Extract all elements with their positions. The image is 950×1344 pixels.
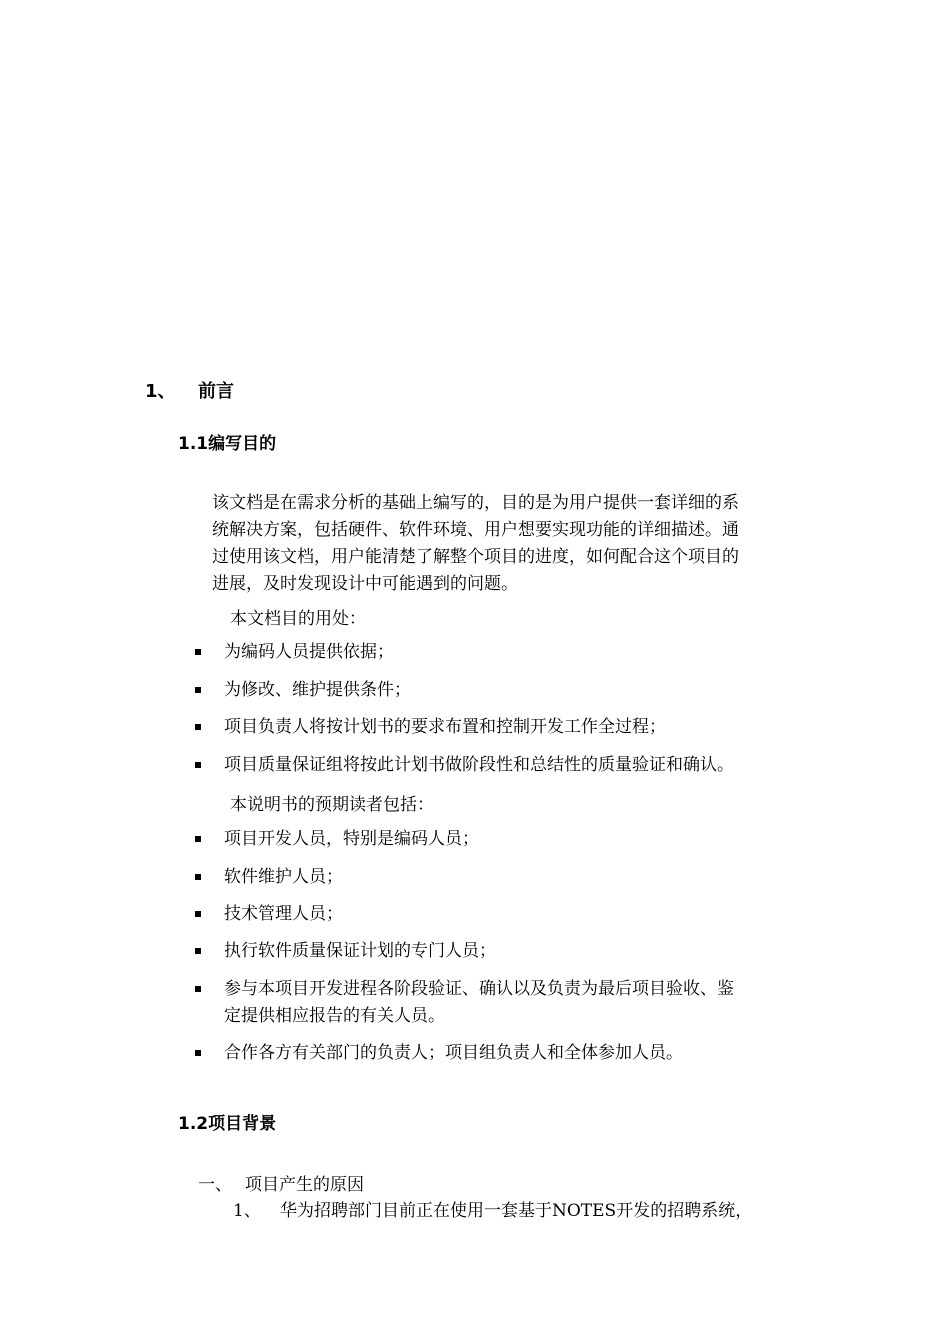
bullet-square-icon bbox=[195, 687, 201, 693]
list-item-line: 参与本项目开发进程各阶段验证、确认以及负责为最后项目验收、鉴 bbox=[224, 979, 734, 999]
subsection-heading-purpose: 1.1编写目的 bbox=[178, 434, 277, 454]
list-item-text bbox=[224, 976, 734, 1030]
bullet-square-icon bbox=[195, 724, 201, 730]
paragraph-line: 过使用该文档，用户能清楚了解整个项目的进度，如何配合这个项目的 bbox=[212, 547, 739, 567]
item-number: 1、 bbox=[233, 1201, 261, 1221]
bullet-square-icon bbox=[195, 874, 201, 880]
bullet-square-icon bbox=[195, 986, 201, 992]
list-item-text: 合作各方有关部门的负责人；项目组负责人和全体参加人员。 bbox=[224, 1043, 683, 1063]
list-item-text: 为编码人员提供依据； bbox=[224, 642, 394, 662]
purpose-intro: 本文档目的用处： bbox=[230, 609, 366, 629]
list-item-text: 项目质量保证组将按此计划书做阶段性和总结性的质量验证和确认。 bbox=[224, 755, 734, 775]
subheading-title: 项目产生的原因 bbox=[245, 1175, 364, 1195]
section-number: 1、 bbox=[145, 381, 176, 402]
item-text: 华为招聘部门目前正在使用一套基于NOTES开发的招聘系统， bbox=[280, 1201, 753, 1221]
list-item-text: 项目负责人将按计划书的要求布置和控制开发工作全过程； bbox=[224, 717, 666, 737]
bullet-square-icon bbox=[195, 1050, 201, 1056]
bullet-square-icon bbox=[195, 948, 201, 954]
bullet-square-icon bbox=[195, 836, 201, 842]
section-title: 前言 bbox=[198, 381, 234, 402]
bullet-square-icon bbox=[195, 649, 201, 655]
paragraph-line: 统解决方案，包括硬件、软件环境、用户想要实现功能的详细描述。通 bbox=[212, 520, 739, 540]
list-item-text: 为修改、维护提供条件； bbox=[224, 680, 411, 700]
list-item-text: 执行软件质量保证计划的专门人员； bbox=[224, 941, 496, 961]
bullet-square-icon bbox=[195, 911, 201, 917]
paragraph-line: 该文档是在需求分析的基础上编写的，目的是为用户提供一套详细的系 bbox=[212, 493, 739, 513]
list-item-text: 软件维护人员； bbox=[224, 867, 343, 887]
bullet-square-icon bbox=[195, 762, 201, 768]
subsection-heading-background: 1.2项目背景 bbox=[178, 1114, 277, 1134]
purpose-paragraph bbox=[212, 490, 812, 598]
list-item-text: 项目开发人员，特别是编码人员； bbox=[224, 829, 479, 849]
list-item-text: 技术管理人员； bbox=[224, 904, 343, 924]
list-item-line: 定提供相应报告的有关人员。 bbox=[224, 1006, 445, 1026]
subheading-number: 一、 bbox=[198, 1175, 232, 1195]
paragraph-line: 进展，及时发现设计中可能遇到的问题。 bbox=[212, 574, 518, 594]
readers-intro: 本说明书的预期读者包括： bbox=[230, 795, 434, 815]
